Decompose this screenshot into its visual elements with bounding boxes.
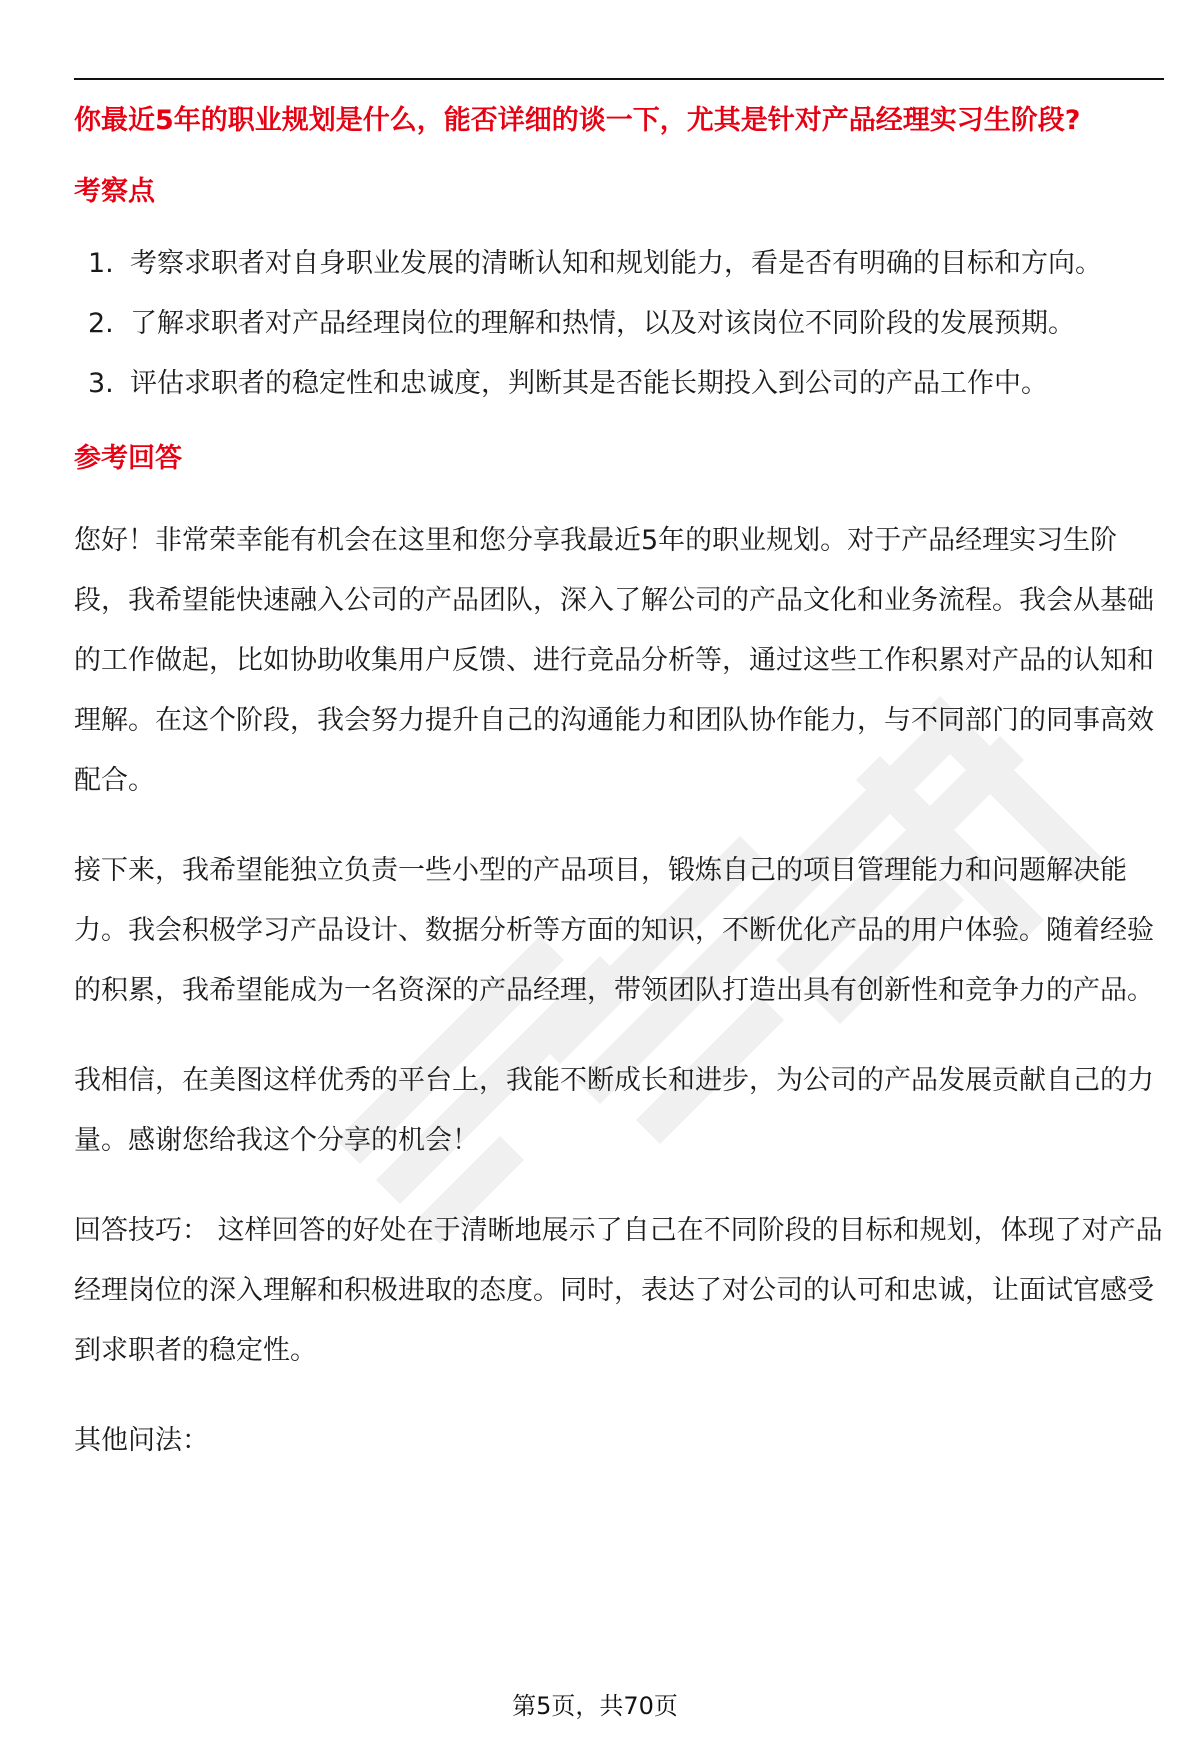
answer-paragraph: 我相信，在美图这样优秀的平台上，我能不断成长和进步，为公司的产品发展贡献自己的力量。感谢您给我这个分享的机会！: [74, 1065, 1154, 1156]
other-questions-label: 其他问法：: [74, 1425, 209, 1456]
list-number: 2.: [88, 308, 114, 339]
top-rule: [74, 78, 1164, 80]
document-page: [74, 78, 1164, 1678]
page-footer: 第5页，共70页: [512, 1692, 678, 1720]
list-item: [74, 294, 1160, 354]
list-item: [74, 354, 1160, 414]
list-item-text: 评估求职者的稳定性和忠诚度，判断其是否能长期投入到公司的产品工作中。: [130, 368, 1048, 399]
answer-tips: 回答技巧： 这样回答的好处在于清晰地展示了自己在不同阶段的目标和规划，体现了对产品经理岗位的深入理解和积极进取的态度。同时，表达了对公司的认可和忠诚，让面试官感受到求职者的稳定性。: [74, 1215, 1163, 1366]
focus-heading: 考察点: [74, 176, 155, 207]
list-item-text: 考察求职者对自身职业发展的清晰认知和规划能力，看是否有明确的目标和方向。: [130, 248, 1102, 279]
answer-paragraph: 接下来，我希望能独立负责一些小型的产品项目，锻炼自己的项目管理能力和问题解决能力。我会积极学习产品设计、数据分析等方面的知识，不断优化产品的用户体验。随着经验的积累，我希望能成为一名资深的产品经理，带领团队打造出具有创新性和竞争力的产品。: [74, 855, 1154, 1006]
list-number: 3.: [88, 368, 114, 399]
list-item: [74, 234, 1160, 294]
focus-list: [74, 234, 1164, 414]
list-number: 1.: [88, 248, 114, 279]
answer-heading: 参考回答: [74, 443, 182, 474]
question-title: 你最近5年的职业规划是什么，能否详细的谈一下，尤其是针对产品经理实习生阶段?: [74, 105, 1081, 136]
list-item-text: 了解求职者对产品经理岗位的理解和热情，以及对该岗位不同阶段的发展预期。: [130, 308, 1075, 339]
answer-paragraph: 您好！非常荣幸能有机会在这里和您分享我最近5年的职业规划。对于产品经理实习生阶段，我希望能快速融入公司的产品团队，深入了解公司的产品文化和业务流程。我会从基础的工作做起，比如协助收集用户反馈、进行竞品分析等，通过这些工作积累对产品的认知和理解。在这个阶段，我会努力提升自己的沟通能力和团队协作能力，与不同部门的同事高效配合。: [74, 525, 1154, 796]
